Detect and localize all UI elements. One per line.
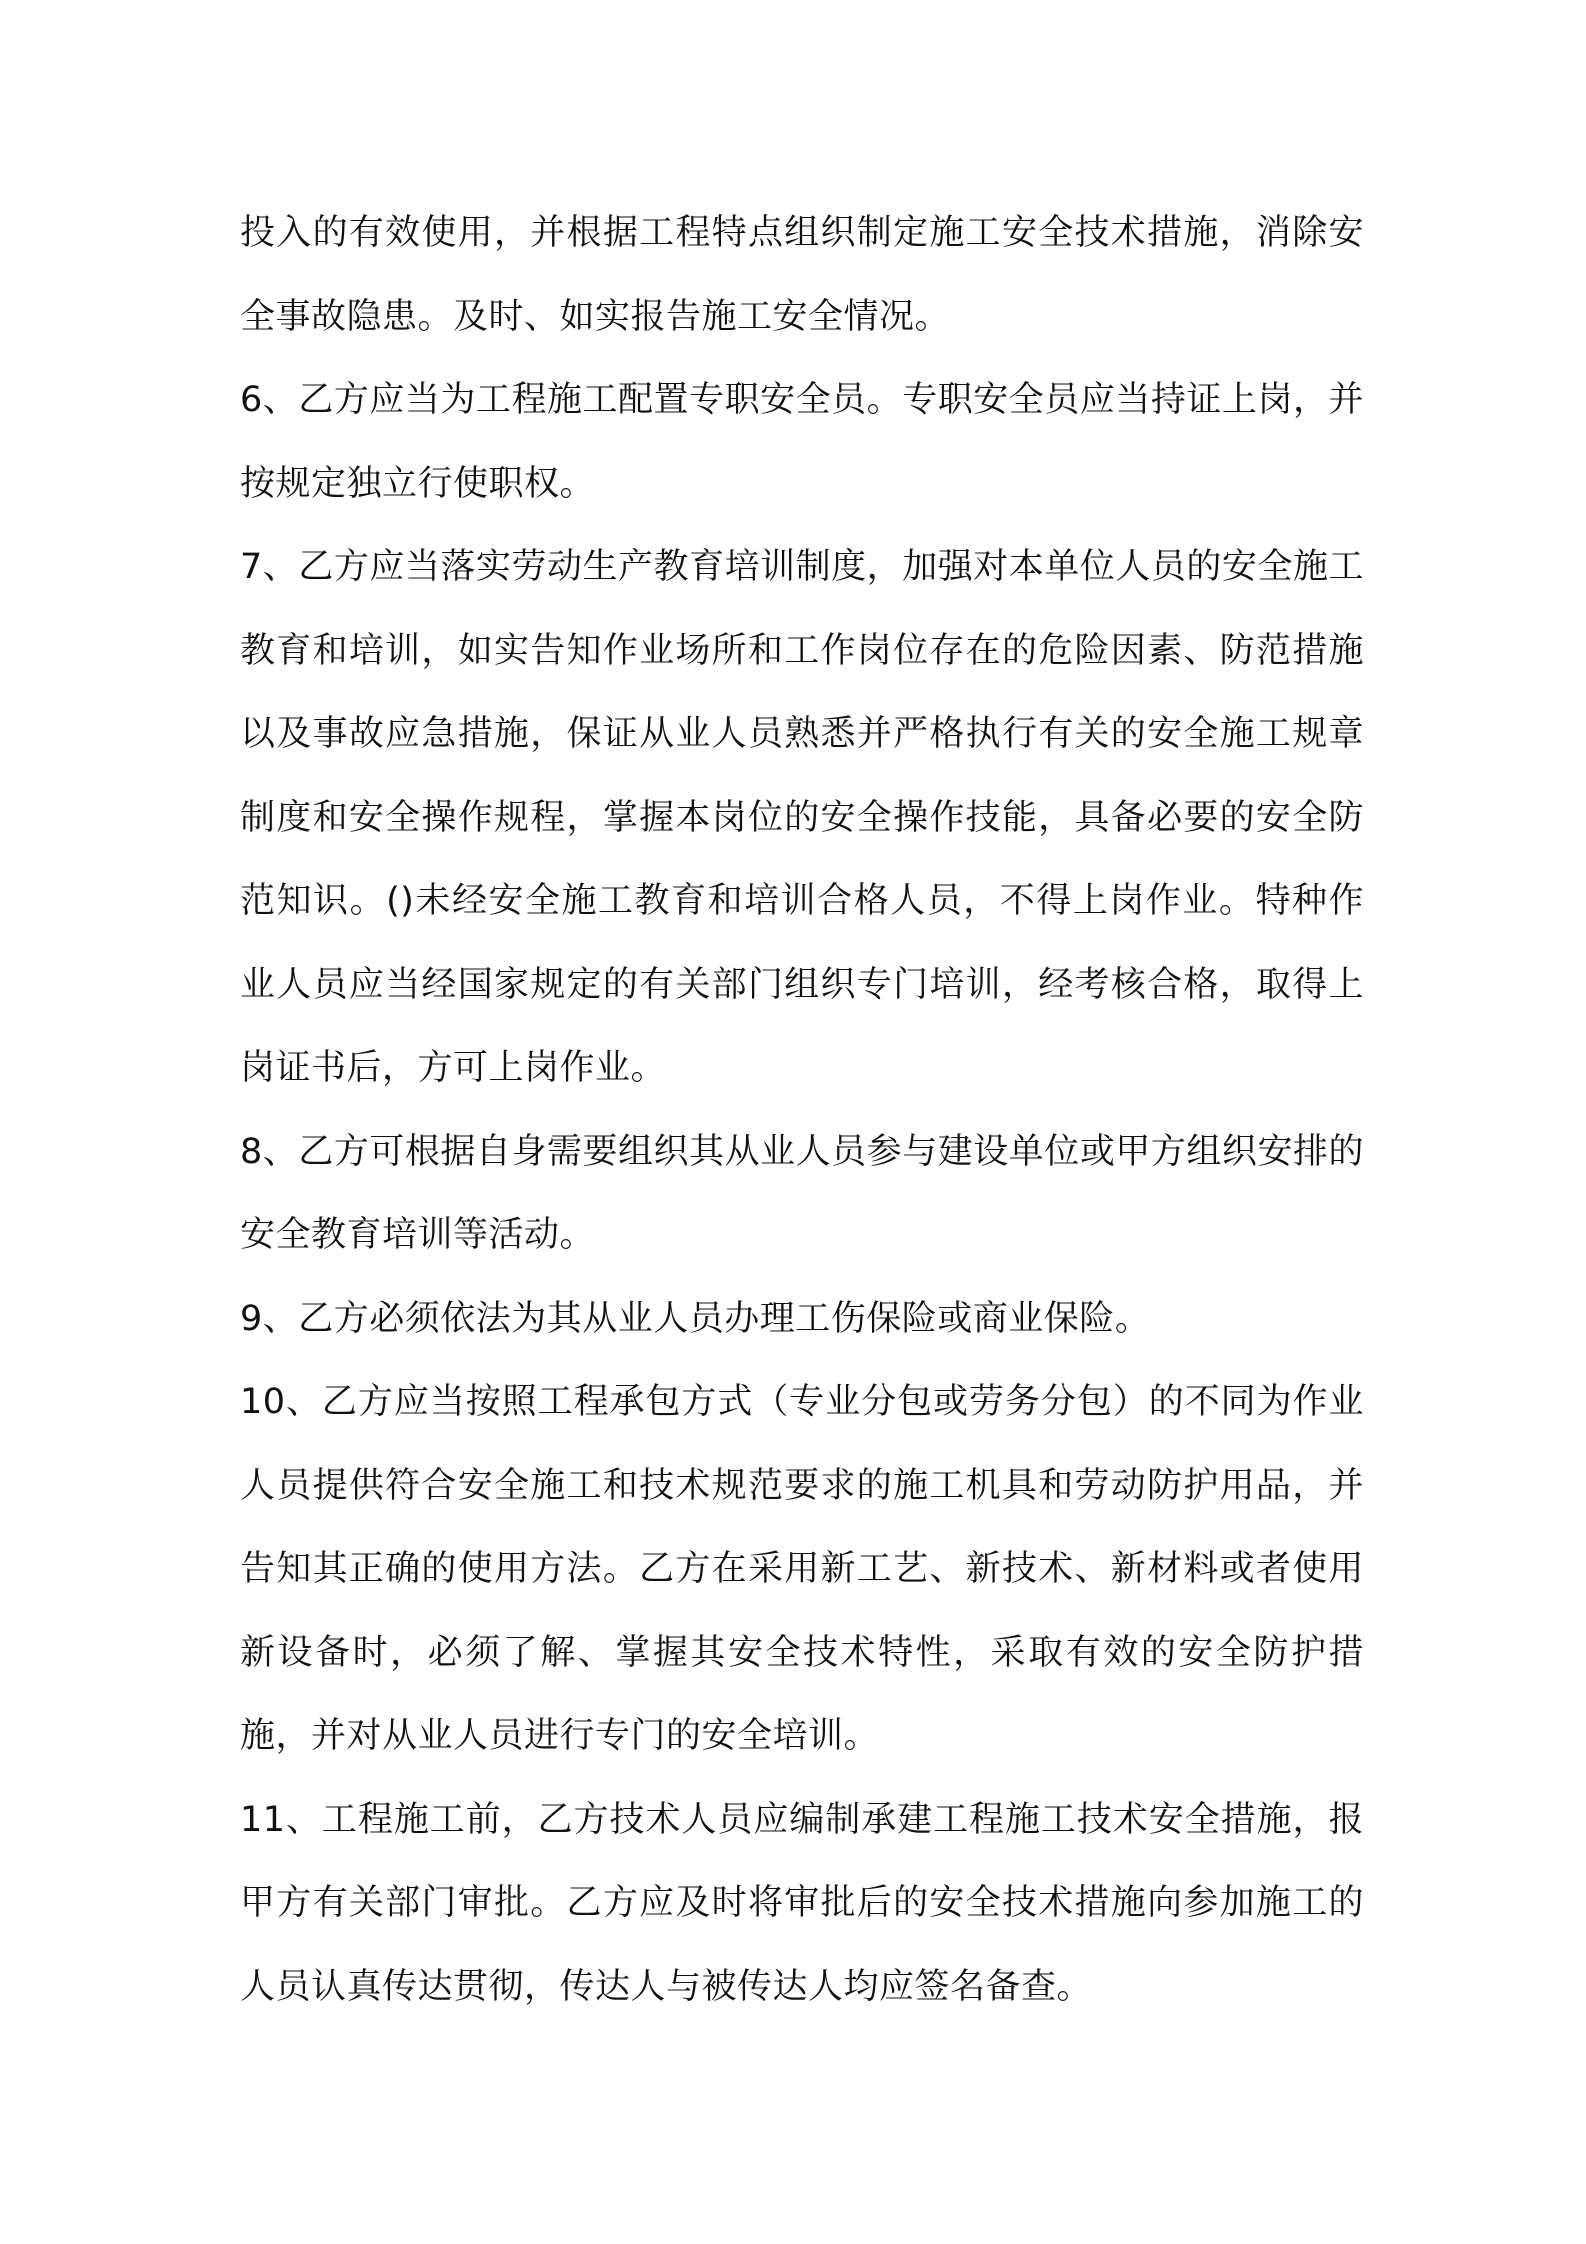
- paragraph-item-11: 11、工程施工前，乙方技术人员应编制承建工程施工技术安全措施，报甲方有关部门审批。乙方应及时将审批后的安全技术措施向参加施工的人员认真传达贯彻，传达人与被传达人均应签名备查。: [240, 1799, 1364, 2007]
- document-body: [240, 192, 1364, 2029]
- paragraph-continuation: 投入的有效使用，并根据工程特点组织制定施工安全技术措施，消除安全事故隐患。及时、如实报告施工安全情况。: [240, 213, 1364, 337]
- paragraph-item-7: 7、乙方应当落实劳动生产教育培训制度，加强对本单位人员的安全施工教育和培训，如实告知作业场所和工作岗位存在的危险因素、防范措施以及事故应急措施，保证从业人员熟悉并严格执行有关的安全施工规章制度和安全操作规程，掌握本岗位的安全操作技能，具备必要的安全防范知识。()未经安全施工教育和培训合格人员，不得上岗作业。特种作业人员应当经国家规定的有关部门组织专门培训，经考核合格，取得上岗证书后，方可上岗作业。: [240, 547, 1364, 1088]
- paragraph-item-8: 8、乙方可根据自身需要组织其从业人员参与建设单位或甲方组织安排的安全教育培训等活动。: [240, 1131, 1364, 1255]
- paragraph-item-9: 9、乙方必须依法为其从业人员办理工伤保险或商业保险。: [240, 1298, 1151, 1339]
- paragraph-item-10: 10、乙方应当按照工程承包方式（专业分包或劳务分包）的不同为作业人员提供符合安全施工和技术规范要求的施工机具和劳动防护用品，并告知其正确的使用方法。乙方在采用新工艺、新技术、新材料或者使用新设备时，必须了解、掌握其安全技术特性，采取有效的安全防护措施，并对从业人员进行专门的安全培训。: [240, 1382, 1364, 1756]
- paragraph-item-6: 6、乙方应当为工程施工配置专职安全员。专职安全员应当持证上岗，并按规定独立行使职权。: [240, 380, 1364, 504]
